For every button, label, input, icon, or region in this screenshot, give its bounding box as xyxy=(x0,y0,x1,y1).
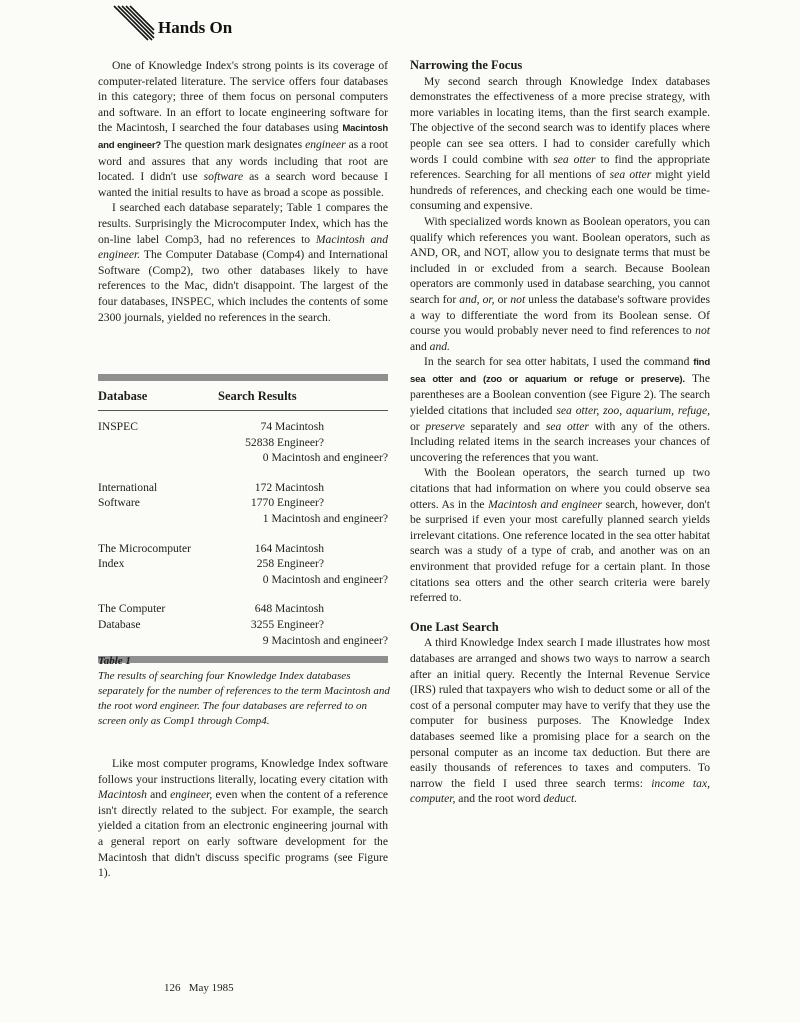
database-name: Software xyxy=(98,496,140,510)
table-top-rule xyxy=(98,374,388,381)
result-count: 0 Macintosh and engineer? xyxy=(262,451,388,465)
table-header xyxy=(98,381,388,411)
column-header: Search Results xyxy=(218,389,297,403)
paragraph: With specialized words known as Boolean operators, you can qualify which references you want. Boolean operators, such as AND, OR, and NOT, allow you to designate terms that must be included in or excluded from a search. Because Boolean operators are commonly used in database searching, you cannot search for and, or, or not unless the database's software provides a way to differentiate the word from its Boolean sense. Of course you would probably never need to find references to not and and. xyxy=(410,214,710,353)
left-column-continued xyxy=(98,756,388,881)
results-table xyxy=(98,374,388,663)
paragraph: One of Knowledge Index's strong points is its coverage of computer-related literature. The service offers four databases in this category; three of them focus on personal computers and software. In an effort to locate engineering software for the Macintosh, I searched the four databases using Macintosh and engineer? The question mark designates engineer as a root word and assures that any words including that root are located. I didn't use software as a search word because I wanted the initial results to have as broad a scope as possible. xyxy=(98,59,388,199)
database-name: The Microcomputer xyxy=(98,541,192,555)
table-row xyxy=(98,480,388,527)
paragraph: A third Knowledge Index search I made illustrates how most databases are arranged and shows two ways to narrow a search after an initial query. Recently the Internal Revenue Service (IRS) ruled that taxpayers who wish to deduct some or all of the cost of a personal computer may have to verify that they use the computer for business purposes. The Knowledge Index databases seemed like a promising place for a search on the personal computer as an income tax deduction. But there are easily thousands of references to taxes and computers. To narrow the field I used three search terms: income tax, computer, and the root word deduct. xyxy=(410,636,710,806)
result-count: 172 Macintosh xyxy=(254,480,324,494)
table-caption xyxy=(98,654,390,729)
result-count: 648 Macintosh xyxy=(254,602,324,616)
result-count: 258 Engineer? xyxy=(256,557,324,571)
result-count: 9 Macintosh and engineer? xyxy=(262,633,388,647)
database-name: International xyxy=(98,480,158,494)
paragraph: In the search for sea otter habitats, I used the command find sea otter and (zoo or aquarium or refuge or preserve). The parentheses are a Boolean convention (see Figure 2). The search yielded citations that included sea otter, zoo, aquarium, refuge, or preserve separately and sea otter with any of the others. Including related items in the search increases your chances of uncovering the references that you want. xyxy=(410,355,711,464)
hatch-logo-icon xyxy=(112,4,156,44)
table-row xyxy=(98,419,388,466)
caption-title: Table 1 xyxy=(98,655,131,667)
database-name: Index xyxy=(98,557,125,571)
database-name: Database xyxy=(98,617,141,631)
result-count: 52838 Engineer? xyxy=(245,435,324,449)
left-column xyxy=(98,58,388,325)
table-row xyxy=(98,541,388,588)
result-count: 1770 Engineer? xyxy=(250,496,324,510)
page-footer xyxy=(164,982,234,994)
paragraph: Like most computer programs, Knowledge Index software follows your instructions literally, locating every citation with Macintosh and engineer, even when the content of a reference isn't directly related to the subject. For example, the search yielded a citation from an electronic engineering journal with a general report on early software development for the Macintosh that didn't discuss specific programs (see Figure 1). xyxy=(98,757,388,880)
section-title: Hands On xyxy=(158,18,233,37)
subheading: Narrowing the Focus xyxy=(410,58,523,72)
database-name: INSPEC xyxy=(98,420,138,433)
subheading: One Last Search xyxy=(410,619,499,634)
result-count: 1 Macintosh and engineer? xyxy=(262,511,388,525)
section-header xyxy=(112,4,352,44)
column-header: Database xyxy=(98,389,148,403)
paragraph: With the Boolean operators, the search turned up two citations that had information on where you could observe sea otters. As in the Macintosh and engineer search, however, don't be surprised if even your most carefully planned search yields irrelevant citations. One reference located in the sea otter habitat search was a study of a type of crab, and another was on an environment that provided refuge for a certain plant. In those citations sea otters and the other search criteria were barely referred to. xyxy=(410,466,710,605)
paragraph: My second search through Knowledge Index databases demonstrates the effectiveness of a more precise strategy, with more variables in locating items, than the first search example. The objective of the second search was to identify places where people can see sea otters. I had to consider carefully which words I could combine with sea otter to find the appropriate references. Searching for all mentions of sea otter might yield hundreds of references, and checking each one would be time-consuming and expensive. xyxy=(410,74,711,213)
right-column xyxy=(410,58,710,807)
page-number: 126 xyxy=(164,982,181,994)
result-count: 164 Macintosh xyxy=(254,541,324,555)
database-name: The Computer xyxy=(98,602,166,616)
caption-text: The results of searching four Knowledge Index databases separately for the number of references to the term Macintosh and the root word engineer. The four databases are referred to on screen only as Comp1 through Comp4. xyxy=(98,670,390,727)
issue-date: May 1985 xyxy=(188,982,234,994)
result-count: 0 Macintosh and engineer? xyxy=(262,572,388,586)
result-count: 3255 Engineer? xyxy=(250,617,324,631)
table-row xyxy=(98,601,388,648)
paragraph: I searched each database separately; Table 1 compares the results. Surprisingly the Microcomputer Index, which has the on-line label Comp3, had no references to Macintosh and engineer. The Computer Database (Comp4) and International Software (Comp2), two other databases likely to have references to the Mac, didn't disappoint. The largest of the four databases, INSPEC, which includes the contents of some 2300 journals, yielded no references in the search. xyxy=(98,201,389,324)
result-count: 74 Macintosh xyxy=(260,420,324,433)
